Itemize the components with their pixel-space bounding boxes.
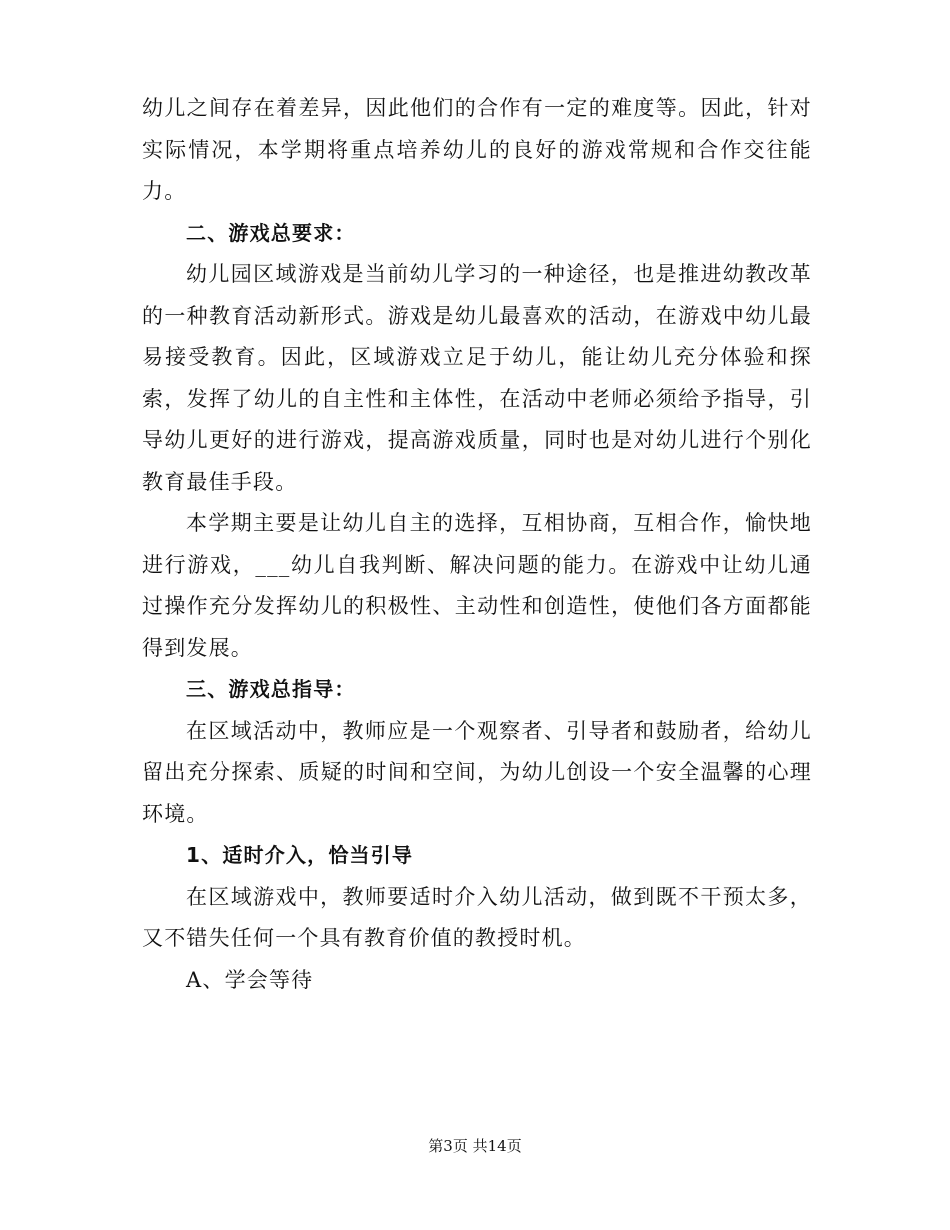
page-number-footer: 第3页 共14页: [428, 1137, 522, 1155]
subsection-heading-timely-intervention: 1、适时介入，恰当引导: [186, 843, 414, 867]
document-body: [142, 88, 812, 1001]
paragraph-intervention-detail: 在区域游戏中，教师要适时介入幼儿活动，做到既不干预太多，又不错失任何一个具有教育价值的教授时机。: [142, 884, 812, 950]
paragraph-game-purpose: 幼儿园区域游戏是当前幼儿学习的一种途径，也是推进幼教改革的一种教育活动新形式。游戏是幼儿最喜欢的活动，在游戏中幼儿最易接受教育。因此，区域游戏立足于幼儿，能让幼儿充分体验和探索，发挥了幼儿的自主性和主体性，在活动中老师必须给予指导，引导幼儿更好的进行游戏，提高游戏质量，同时也是对幼儿进行个别化教育最佳手段。: [142, 262, 812, 494]
paragraph-intro-continuation: 幼儿之间存在着差异，因此他们的合作有一定的难度等。因此，针对实际情况，本学期将重点培养幼儿的良好的游戏常规和合作交往能力。: [142, 96, 812, 203]
section-heading-game-guidance: 三、游戏总指导：: [186, 677, 356, 701]
paragraph-teacher-role: 在区域活动中，教师应是一个观察者、引导者和鼓励者，给幼儿留出充分探索、质疑的时间和空间，为幼儿创设一个安全温馨的心理环境。: [142, 718, 812, 826]
paragraph-semester-goal: 本学期主要是让幼儿自主的选择，互相协商，互相合作，愉快地进行游戏，___幼儿自我判断、解决问题的能力。在游戏中让幼儿通过操作充分发挥幼儿的积极性、主动性和创造性，使他们各方面都能得到发展。: [142, 511, 812, 660]
section-heading-game-requirements: 二、游戏总要求：: [186, 220, 356, 245]
list-item-learn-to-wait: A、学会等待: [186, 967, 314, 992]
